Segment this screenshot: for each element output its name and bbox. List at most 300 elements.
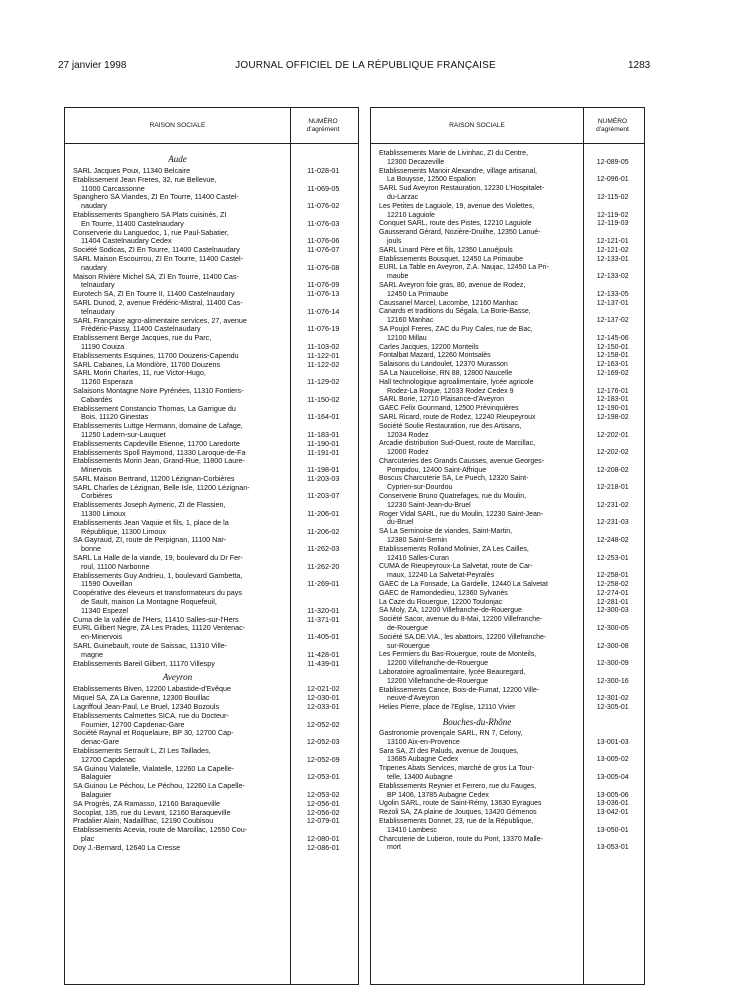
company-name [371, 458, 581, 476]
company-name-line: Etablissements Manoir Alexandre, village artisanal, [379, 167, 537, 175]
company-name [371, 581, 581, 590]
company-name-line: Etablissements Joseph Aymeric, ZI de Flassien, [73, 500, 226, 510]
company-name [371, 396, 581, 405]
company-name [371, 229, 581, 247]
agreement-number: 11-076-02 [307, 201, 340, 211]
table-row [371, 730, 644, 748]
company-name-line: Bois, 11120 Ginestas [81, 412, 149, 422]
company-name [371, 493, 581, 511]
company-name-line: 11260 Esperaza [81, 377, 133, 387]
company-name-line: neuve-d'Aveyron [387, 695, 440, 703]
company-name-line: 11190 Couiza [81, 341, 125, 351]
company-name-line: 12700 Capdenac [81, 754, 136, 764]
company-name-line: Les Fermiers du Bas-Rouergue, route de Monteils, [379, 651, 537, 659]
company-name [65, 765, 289, 783]
agreement-number: 11-428-01 [307, 649, 340, 659]
company-name-line: GAEC Felix Gourmand, 12500 Prévinquières [379, 405, 519, 413]
company-name-line: Etablissements Biven, 12200 Labastide-d'Evêque [73, 684, 232, 694]
agreement-number: 11-206-02 [307, 526, 340, 536]
agreement-number: 12-231-03 [596, 519, 629, 527]
company-name-line: Etablissements Reynier et Ferrero, rue du Fauges, [379, 782, 537, 790]
company-name-line: Lagriffoul Jean-Paul, Le Bruel, 12340 Bozouls [73, 702, 220, 712]
agreement-number: 11-262-03 [307, 544, 340, 554]
company-name [65, 782, 289, 800]
company-name-line: SARL Morin Charles, 11, rue Victor-Hugo, [73, 368, 206, 378]
company-name-line: du-Larzac [387, 193, 419, 201]
table-row [371, 282, 644, 300]
company-name-line: 12100 Millau [387, 334, 427, 342]
table-row [371, 546, 644, 564]
company-name [371, 546, 581, 564]
table-row [65, 334, 358, 352]
company-name-line: 12160 Manhac [387, 317, 434, 325]
agreement-number: 12-137-01 [596, 299, 629, 307]
left-table [64, 107, 359, 985]
company-name-line: SARL Française agro-alimentaire services, 27, avenue [73, 315, 247, 325]
agreement-number: 12-115-02 [597, 193, 629, 201]
company-name-line: Etablissements Bareil Gilbert, 11170 Villespy [73, 658, 215, 668]
company-name-line: de Sault, maison La Montagne Roquefeuil, [81, 597, 217, 607]
table-row [65, 369, 358, 387]
company-name-line: Salaisons du Landoulet, 12370 Murasson [379, 361, 508, 369]
table-row [65, 844, 358, 853]
region-heading: Aude [168, 154, 187, 164]
table-row [65, 484, 358, 502]
company-name-line: 12230 Saint-Jean-du-Bruel [387, 501, 471, 509]
table-row [371, 475, 644, 493]
company-name-line: SARL Aveyron foie gras, 80, avenue de Rodez, [379, 281, 526, 289]
company-name [371, 264, 581, 282]
company-name [371, 247, 581, 256]
table-row [371, 247, 644, 256]
company-name-line: SA Moly, ZA, 12200 Villefranche-de-Rouergue [379, 607, 522, 615]
company-name [371, 203, 581, 221]
region-heading: Bouches-du-Rhône [442, 717, 512, 727]
company-name-line: Minervois [81, 465, 112, 475]
table-row [65, 229, 358, 247]
agreement-number: 11-203-07 [307, 491, 340, 501]
company-name-line: 12410 Salles-Curan [387, 554, 449, 562]
agreement-number: 11-198-01 [307, 465, 340, 475]
company-name-line: République, 11300 Limoux [81, 526, 166, 536]
company-name-line: 11250 Ladern-sur-Lauquet [81, 429, 166, 439]
table-header [65, 108, 358, 144]
agreement-number: 12-300-03 [596, 607, 629, 615]
company-name-line: bonne [81, 544, 101, 554]
agreement-number: 11-122-02 [307, 359, 340, 369]
table-row [65, 826, 358, 844]
region-heading: Aveyron [162, 672, 193, 683]
agreement-number: 12-198-02 [596, 413, 629, 421]
company-name-line: Etablissements Serrault L, ZI Les Taillades, [73, 746, 211, 755]
agreement-number: 12-253-01 [596, 554, 629, 562]
company-name [65, 826, 289, 844]
company-name [65, 729, 289, 747]
agreement-number: 11-190-01 [307, 438, 340, 448]
agreement-number: 12-145-06 [596, 334, 629, 342]
company-name-line: SA Guinou Vialatelle, Vialatelle, 12260 La Capelle- [73, 763, 235, 773]
table-row [65, 660, 358, 669]
company-name-line: Etablissements Bousquet, 12450 La Primaube [379, 255, 523, 263]
table-row [65, 387, 358, 405]
table-row [371, 229, 644, 247]
agreement-number: 11-206-01 [307, 509, 340, 519]
table-row [371, 185, 644, 203]
table-row [371, 440, 644, 458]
company-name-line: maux, 12240 La Salvetat-Peyralès [387, 572, 495, 580]
table-row [371, 818, 644, 836]
company-name-line: magne [81, 649, 103, 659]
agreement-number: 12-150-01 [596, 343, 629, 351]
issue-date: 27 janvier 1998 [58, 60, 127, 71]
company-name [371, 800, 581, 809]
table-row [371, 352, 644, 361]
table-row [371, 344, 644, 353]
company-name [371, 783, 581, 801]
company-name-line: Etablissements Spoll Raymond, 11330 Laroque-de-Fa [73, 447, 246, 457]
company-name-line: Hall technologique agroalimentaire, lycée agricole [379, 378, 534, 386]
company-name-line: SARL Jacques Poux, 11340 Belcaire [73, 166, 191, 175]
agreement-number: 13-005-06 [596, 791, 629, 799]
company-name-line: Etablissements Marie de Livinhac, ZI du Centre, [379, 150, 529, 157]
header-numero-line1: NUMÉRO [308, 117, 338, 125]
table-body [371, 144, 644, 853]
company-name-line: Laboratoire agroalimentaire, lycée Beauregard, [379, 669, 526, 677]
company-name-line: Gastronomie provençale SARL, RN 7, Celony, [379, 730, 523, 737]
company-name [371, 282, 581, 300]
company-name-line: Socoplat, 135, rue du Levant, 12160 Baraqueville [73, 807, 231, 817]
company-name [371, 669, 581, 687]
agreement-number: 12-300-09 [596, 660, 629, 668]
table-row [371, 220, 644, 229]
company-name-line: Etablissements Calmettes SICA, rue du Docteur- [73, 710, 229, 720]
agreement-number: 12-052-03 [306, 737, 340, 747]
table-row [371, 800, 644, 809]
table-row [371, 203, 644, 221]
table-row [371, 607, 644, 616]
company-name [65, 255, 289, 273]
agreement-number: 11-076-14 [307, 306, 340, 316]
company-name [65, 334, 289, 352]
table-row [65, 712, 358, 730]
table-row [65, 422, 358, 440]
company-name [65, 554, 289, 572]
company-name [371, 704, 581, 713]
agreement-number: 12-030-01 [306, 693, 340, 703]
company-name-line: plac [81, 833, 95, 843]
company-name-line: 11404 Castelnaudary Cedex [81, 236, 172, 246]
agreement-number: 12-021-02 [306, 684, 340, 694]
agreement-number: 13-050-01 [596, 826, 629, 834]
company-name-line: denac-Gare [81, 737, 119, 747]
agreement-number: 12-258-01 [596, 572, 629, 580]
company-name [65, 484, 289, 502]
company-name-line: Etablissements Rolland Molinier, ZA Les Cailles, [379, 545, 529, 553]
company-name [65, 193, 289, 211]
company-name-line: SARL Maison Bertrand, 11200 Lézignan-Corbières [73, 473, 235, 483]
table-row [371, 370, 644, 379]
agreement-number: 12-202-01 [596, 431, 629, 439]
table-row [65, 519, 358, 537]
company-name-line: Sara SA, ZI des Paluds, avenue de Jouques, [379, 747, 519, 755]
company-name-line: Les Petites de Laguiole, 19, avenue des Violettes, [379, 202, 535, 210]
agreement-number: 13-053-01 [596, 844, 629, 852]
company-name-line: mort [387, 844, 401, 852]
company-name [371, 590, 581, 599]
agreement-number: 12-158-01 [596, 352, 629, 360]
table-row [65, 765, 358, 783]
agreement-number: 11-191-01 [307, 447, 340, 457]
agreement-number: 12-121-02 [596, 246, 629, 254]
company-name [65, 712, 289, 730]
table-row [371, 511, 644, 529]
table-row [65, 589, 358, 615]
table-row [65, 273, 358, 291]
agreement-number: 12-248-02 [596, 537, 629, 545]
company-name-line: 12200 Villefranche-de-Rouergue [387, 677, 489, 685]
company-name [371, 475, 581, 493]
table-row [65, 457, 358, 475]
company-name-line: 11300 Limoux [81, 509, 126, 519]
company-name [371, 599, 581, 608]
agreement-number: 11-122-01 [307, 350, 340, 360]
table-row [371, 379, 644, 397]
table-row [65, 255, 358, 273]
table-row [371, 634, 644, 652]
company-name-line: Salaisons Montagne Noire Pyrénées, 11310 Fontiers- [73, 385, 244, 395]
company-name-line: Rodez-La Roque, 12033 Rodez Cedex 9 [387, 387, 514, 395]
company-name [65, 519, 289, 537]
agreement-number: 11-183-01 [307, 429, 340, 439]
company-name-line: SA La Serninoise de viandes, Saint-Martin, [379, 528, 513, 536]
company-name-line: sur-Rouergue [387, 642, 430, 650]
table-row [65, 782, 358, 800]
agreement-number: 12-163-01 [596, 361, 629, 369]
company-name-line: Canards et traditions du Ségala, La Borie-Basse, [379, 308, 531, 316]
agreement-number: 12-258-02 [596, 581, 629, 589]
company-name-line: 12450 La Primaube [387, 290, 449, 298]
company-name [371, 352, 581, 361]
company-name-line: Etablissements Jean Vaquie et fils, 1, place de la [73, 517, 229, 527]
table-row [371, 150, 644, 168]
company-name [371, 379, 581, 397]
company-name [65, 273, 289, 291]
company-name-line: SARL Borie, 12710 Plaisance-d'Aveyron [379, 396, 505, 404]
company-name [371, 818, 581, 836]
company-name [65, 387, 289, 405]
company-name-line: SARL Ricard, route de Rodez, 12240 Rieupeyroux [379, 413, 536, 421]
agreement-number: 12-169-02 [596, 369, 629, 377]
agreement-number: 12-079-01 [306, 816, 340, 826]
agreement-number: 11-269-01 [307, 579, 340, 589]
company-name-line: Balaguier [81, 789, 112, 799]
company-name-line: Roger Vidal SARL, rue du Moulin, 12230 Saint-Jean- [379, 510, 544, 518]
company-name-line: Cuma de la vallée de l'Hers, 11410 Salles-sur-l'Hers [73, 614, 239, 624]
company-name-line: Société Sacor, avenue du 8-Mai, 12200 Villefranche- [379, 616, 543, 624]
company-name-line: SARL Guinebault, route de Saissac, 11310 Ville- [73, 641, 228, 651]
company-name-line: GAEC de Ramondedieu, 12360 Sylvanès [379, 589, 508, 597]
company-name [65, 536, 289, 554]
agreement-number: 12-305-01 [596, 704, 629, 712]
company-name-line: Gausserand Gérard, Nozière-Druilhe, 12350 Lanué- [379, 229, 541, 237]
company-name [65, 457, 289, 475]
company-name-line: Etablissements Morin Jean, Grand-Rue, 11800 Laure- [73, 456, 246, 466]
company-name-line: 12210 Laguiole [387, 211, 435, 219]
company-name [65, 747, 289, 765]
company-name [65, 299, 289, 317]
agreement-number: 11-103-02 [307, 341, 340, 351]
company-name-line: SARL Charles de Lézignan, Belle Isle, 11200 Lézignan- [73, 482, 250, 492]
company-name [371, 361, 581, 370]
agreement-number: 12-183-01 [596, 396, 629, 404]
agreement-number: 12-052-02 [306, 719, 340, 729]
company-name [65, 422, 289, 440]
agreement-number: 11-164-01 [307, 412, 340, 422]
company-name [65, 624, 289, 642]
table-row [371, 361, 644, 370]
company-name-line: Etablissement Jean Freres, 32, rue Bellevue, [73, 174, 217, 184]
company-name-line: Pompidou, 12400 Saint-Affrique [387, 466, 487, 474]
table-row [65, 501, 358, 519]
company-name-line: Caussanel Marcel, Lacombe, 12160 Manhac [379, 299, 518, 307]
company-name-line: EURL La Table en Aveyron, Z.A. Naujac, 12450 La Pri- [379, 264, 549, 272]
company-name-line: Doy J.-Bernard, 12640 La Cresse [73, 842, 181, 852]
company-name-line: Boscus Charcuterie SA, Le Puech, 12320 Saint- [379, 475, 529, 483]
table-row [371, 168, 644, 186]
company-name-line: 11340 Espezel [81, 605, 129, 615]
company-name-line: Conserverie du Languedoc, 1, rue Paul-Sabatier, [73, 227, 229, 237]
company-name-line: Miquel SA, ZA La Garenne, 12300 Bouillac [73, 693, 210, 703]
table-row [371, 783, 644, 801]
agreement-number: 11-076-19 [307, 324, 340, 334]
company-name-line: SARL Maison Escourrou, ZI En Tourre, 11400 Castel- [73, 253, 244, 263]
company-name [371, 748, 581, 766]
agreement-number: 11-129-02 [307, 377, 340, 387]
company-name-line: naudary [81, 201, 107, 211]
company-name [371, 651, 581, 669]
agreement-number: 12-056-02 [306, 807, 340, 817]
agreement-number: 12-033-01 [306, 702, 340, 712]
company-name-line: 13685 Aubagne Cedex [387, 756, 459, 764]
company-name-line: Corbières [81, 491, 113, 501]
company-name-line: La Bouysse, 12500 Espalion [387, 176, 476, 184]
company-name-line: Etablissements Donnet, 23, rue de la République, [379, 817, 534, 825]
company-name [371, 344, 581, 353]
table-row [371, 765, 644, 783]
company-name [371, 370, 581, 379]
table-header [371, 108, 644, 144]
agreement-number: 11-371-01 [307, 614, 340, 624]
company-name-line: Conserverie Bruno Quatrefages, rue du Moulin, [379, 493, 527, 501]
company-name [65, 660, 289, 669]
company-name-line: Frédéric-Passy, 11400 Castelnaudary [81, 324, 201, 334]
company-name-line: SA Gayraud, ZI, route de Perpignan, 11100 Nar- [73, 535, 227, 545]
company-name [65, 589, 289, 615]
table-row [371, 809, 644, 818]
header-numero-line2: d'agrément [596, 125, 629, 133]
agreement-number: 12-300-08 [596, 642, 629, 650]
company-name-line: Spanghero SA Viandes, ZI En Tourre, 11400 Castel- [73, 192, 239, 202]
company-name-line: Etablissements Acevia, route de Marcillac, 12550 Cou- [73, 825, 248, 835]
company-name-line: 12300 Decazeville [387, 158, 445, 166]
company-name [371, 765, 581, 783]
table-row [65, 624, 358, 642]
company-name [65, 642, 289, 660]
table-row [65, 193, 358, 211]
table-body [65, 144, 358, 853]
table-row [371, 581, 644, 590]
agreement-number: 11-076-07 [307, 245, 340, 255]
right-table [370, 107, 645, 985]
table-row [371, 256, 644, 265]
company-name-line: 12000 Rodez [387, 449, 429, 457]
company-name-line: 12034 Rodez [387, 431, 429, 439]
company-name-line: de-Rouergue [387, 625, 428, 633]
company-name [371, 414, 581, 423]
company-name-line: Eurotech SA, ZI En Tourre II, 11400 Castelnaudary [73, 289, 235, 299]
company-name-line: roul, 11100 Narbonne [81, 561, 150, 571]
company-name [65, 176, 289, 194]
company-name-line: GAEC de La Fonsade, La Gardelle, 12440 La Salvetat [379, 581, 548, 589]
company-name [65, 211, 289, 229]
table-row [371, 308, 644, 326]
journal-title: JOURNAL OFFICIEL DE LA RÉPUBLIQUE FRANÇAISE [235, 60, 496, 71]
agreement-number: 11-076-13 [307, 289, 340, 299]
agreement-number: 12-133-05 [596, 290, 629, 298]
company-name-line: en-Minervois [81, 632, 123, 642]
table-row [371, 326, 644, 344]
company-name [65, 501, 289, 519]
company-name [371, 256, 581, 265]
table-row [371, 687, 644, 705]
table-row [371, 563, 644, 581]
agreement-number: 12-137-02 [596, 317, 629, 325]
agreement-number: 12-119-03 [597, 220, 629, 228]
table-row [371, 669, 644, 687]
agreement-number: 12-208-02 [596, 466, 629, 474]
table-row [371, 599, 644, 608]
agreement-number: 12-281-01 [596, 598, 629, 606]
agreement-number: 11-028-01 [307, 166, 340, 175]
company-name-line: naudary [81, 262, 107, 272]
table-row [65, 405, 358, 423]
agreement-number: 12-089-05 [596, 158, 629, 166]
company-name-line: 11590 Ouveillan [81, 579, 133, 589]
company-name-line: 12380 Saint-Sernin [387, 537, 447, 545]
company-name [371, 687, 581, 705]
company-name-line: CUMA de Rieupeyroux-La Salvetat, route de Car- [379, 563, 533, 571]
company-name [371, 836, 581, 854]
company-name-line: Etablissements Guy Andrieu, 1, boulevard Gambetta, [73, 570, 243, 580]
company-name [371, 185, 581, 203]
company-name-line: Société SA.DE.VIA., les abattoirs, 12200 Villefranche- [379, 633, 547, 641]
table-row [65, 176, 358, 194]
company-name [371, 150, 581, 168]
table-row [371, 300, 644, 309]
company-name-line: telnaudary [81, 306, 115, 316]
company-name-line: La Caze du Rouergue, 12200 Toulonjac [379, 598, 503, 606]
company-name-line: SA Progrès, ZA Ramasso, 12160 Baraqueville [73, 798, 221, 808]
table-row [371, 493, 644, 511]
company-name-line: Etablissements Luttge Hermann, domaine de Lafage, [73, 421, 243, 431]
company-name-line: 13100 Aix-en-Provence [387, 738, 460, 746]
company-name-line: SARL La Halle de la viande, 19, boulevard du Dr Fer- [73, 553, 243, 563]
header-raison-sociale: RAISON SOCIALE [149, 122, 206, 129]
company-name [371, 809, 581, 818]
table-row [65, 642, 358, 660]
company-name-line: SA La Naucelloise, RN 88, 12800 Naucelle [379, 369, 513, 377]
company-name [371, 730, 581, 748]
